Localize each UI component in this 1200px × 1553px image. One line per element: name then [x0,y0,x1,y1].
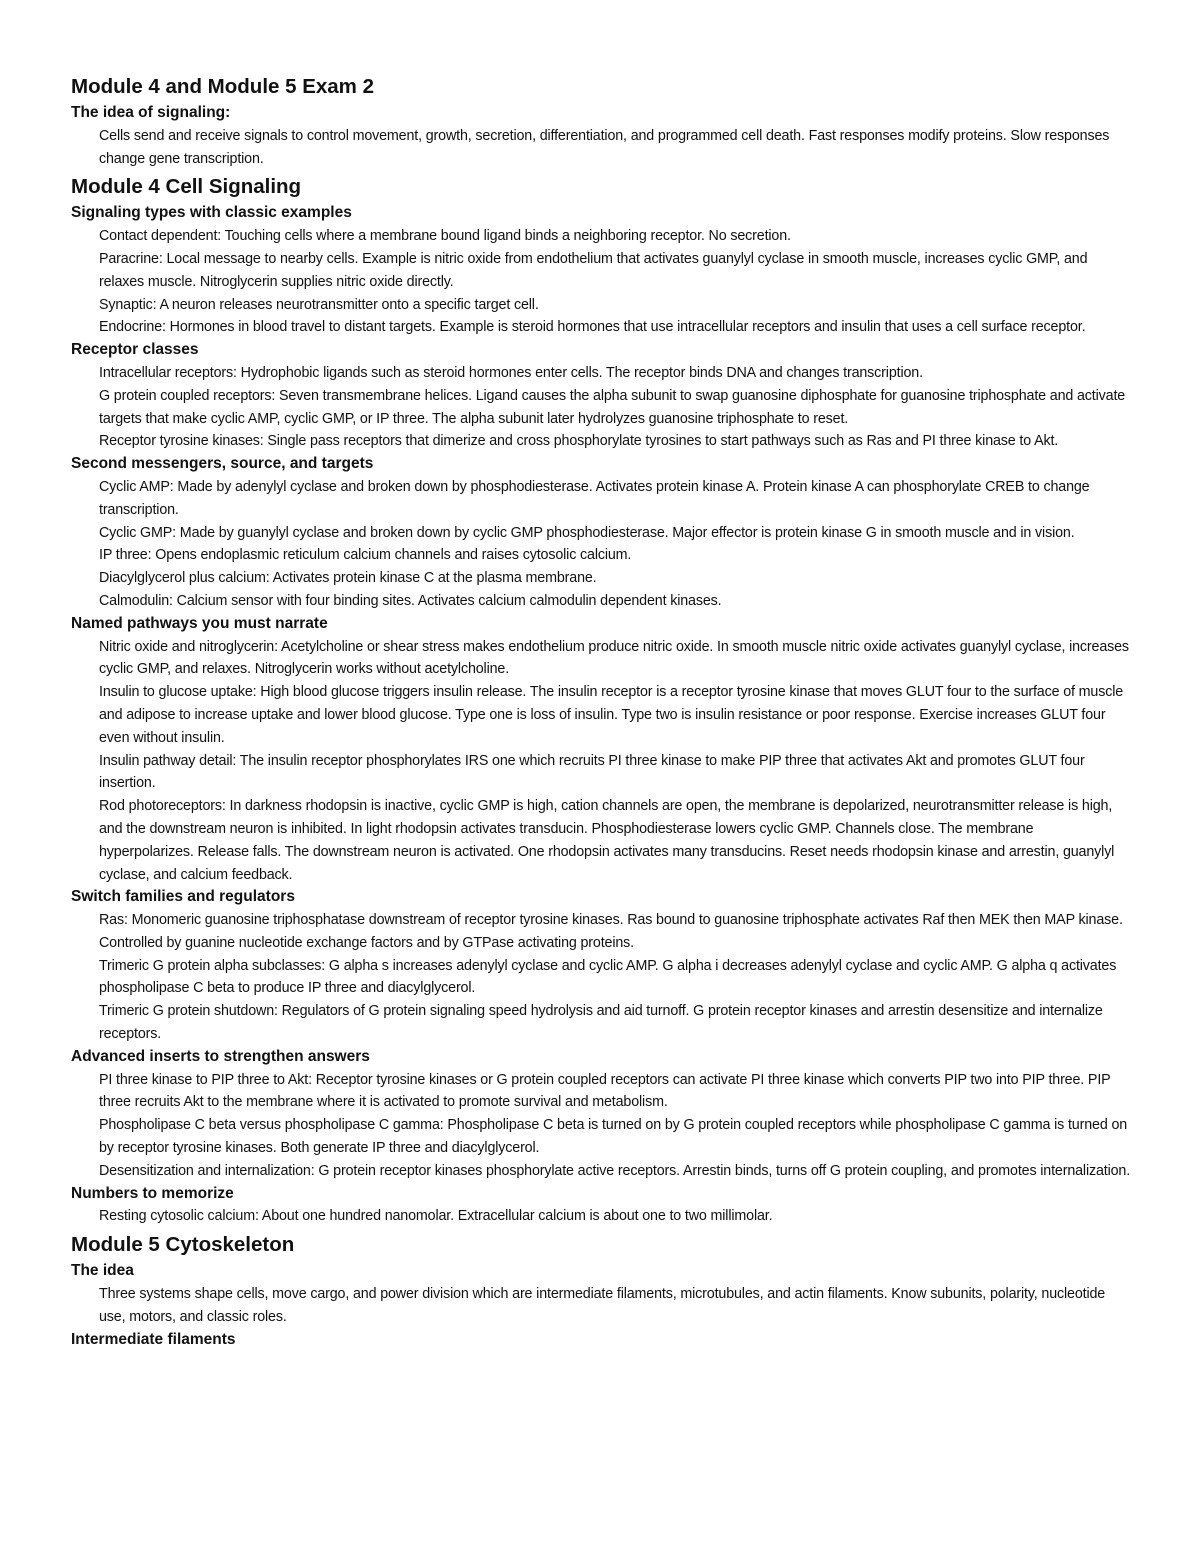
paragraph: Phospholipase C beta versus phospholipase C gamma: Phospholipase C beta is turned on by G protein coupled receptors while phospholipase C gamma is turned on by receptor tyrosine kinases. Both generate IP three and diacylglycerol. [99,1117,1128,1157]
paragraph: Cyclic GMP: Made by guanylyl cyclase and broken down by cyclic GMP phosphodiesterase. Major effector is protein kinase G in smooth muscle and in vision. [99,524,1075,541]
paragraph: Calmodulin: Calcium sensor with four binding sites. Activates calcium calmodulin dependent kinases. [99,592,722,609]
module-5-title: Module 5 Cytoskeleton [71,1233,295,1257]
paragraph: Paracrine: Local message to nearby cells. Example is nitric oxide from endothelium that activates guanylyl cyclase in smooth muscle, increases cyclic GMP, and relaxes muscle. Nitroglycerin supplies nitric oxide directly. [99,250,1088,290]
paragraph: Ras: Monomeric guanosine triphosphatase downstream of receptor tyrosine kinases. Ras bound to guanosine triphosphate activates Raf then MEK then MAP kinase. Controlled by guanine nucleotide exchange factors and by GTPase activating proteins. [99,912,1123,951]
paragraph: IP three: Opens endoplasmic reticulum calcium channels and raises cytosolic calcium. [99,547,632,564]
heading-named-pathways: Named pathways you must narrate [71,614,328,632]
paragraph: Intracellular receptors: Hydrophobic ligands such as steroid hormones enter cells. The receptor binds DNA and changes transcription. [99,364,923,381]
paragraph: G protein coupled receptors: Seven transmembrane helices. Ligand causes the alpha subunit to swap guanosine diphosphate for guanosine triphosphate and activate targets that make cyclic AMP, cyclic GMP, or IP three. The alpha subunit later hydrolyzes guanosine triphosphate to reset. [99,387,1126,427]
paragraph: Three systems shape cells, move cargo, and power division which are intermediate filaments, microtubules, and actin filaments. Know subunits, polarity, nucleotide use, motors, and classic roles. [99,1286,1106,1325]
heading-receptor-classes: Receptor classes [71,341,199,359]
paragraph: Receptor tyrosine kinases: Single pass receptors that dimerize and cross phosphorylate tyrosines to start pathways such as Ras and PI three kinase to Akt. [99,433,1059,450]
document-title: Module 4 and Module 5 Exam 2 [71,75,375,98]
heading-advanced-inserts: Advanced inserts to strengthen answers [71,1047,370,1065]
paragraph: Desensitization and internalization: G protein receptor kinases phosphorylate active receptors. Arrestin binds, turns off G protein coupling, and promotes internalization. [99,1162,1131,1179]
paragraph: Nitric oxide and nitroglycerin: Acetylcholine or shear stress makes endothelium produce nitric oxide. In smooth muscle nitric oxide activates guanylyl cyclase, increases cyclic GMP, and relaxes. Nitroglycerin works without acetylcholine. [99,638,1129,678]
paragraph: Rod photoreceptors: In darkness rhodopsin is inactive, cyclic GMP is high, cation channels are open, the membrane is depolarized, neurotransmitter release is high, and the downstream neuron is inhibited. In light rhodopsin activates transducin. Phosphodiesterase lowers cyclic GMP. Channels close. The membrane hyperpolarizes. Release falls. The downstream neuron is activated. One rhodopsin activates many transducins. Reset needs rhodopsin kinase and arrestin, guanylyl cyclase, and calcium feedback. [99,798,1115,883]
document-content [71,72,1131,1351]
heading-second-messengers: Second messengers, source, and targets [71,455,374,473]
paragraph: Trimeric G protein alpha subclasses: G alpha s increases adenylyl cyclase and cyclic AMP. G alpha i decreases adenylyl cyclase and cyclic AMP. G alpha q activates phospholipase C beta to produce IP three and diacylglycerol. [99,957,1117,997]
module-4-title: Module 4 Cell Signaling [71,175,302,199]
paragraph: Insulin pathway detail: The insulin receptor phosphorylates IRS one which recruits PI three kinase to make PIP three that activates Akt and promotes GLUT four insertion. [99,752,1085,792]
heading-numbers-to-memorize: Numbers to memorize [71,1184,234,1202]
paragraph: Diacylglycerol plus calcium: Activates protein kinase C at the plasma membrane. [99,570,597,587]
heading-intermediate-filaments: Intermediate filaments [71,1330,236,1348]
paragraph: PI three kinase to PIP three to Akt: Receptor tyrosine kinases or G protein coupled receptors can activate PI three kinase which converts PIP two into PIP three. PIP three recruits Akt to the membrane where it is activated to promote survival and metabolism. [99,1071,1111,1111]
paragraph: Synaptic: A neuron releases neurotransmitter onto a specific target cell. [99,296,539,313]
paragraph: Contact dependent: Touching cells where a membrane bound ligand binds a neighboring receptor. No secretion. [99,228,791,245]
paragraph: Endocrine: Hormones in blood travel to distant targets. Example is steroid hormones that use intracellular receptors and insulin that uses a cell surface receptor. [99,319,1086,336]
heading-switch-families: Switch families and regulators [71,888,295,906]
paragraph: Insulin to glucose uptake: High blood glucose triggers insulin release. The insulin receptor is a receptor tyrosine kinase that moves GLUT four to the surface of muscle and adipose to increase uptake and lower blood glucose. Type one is loss of insulin. Type two is insulin resistance or poor response. Exercise increases GLUT four even without insulin. [99,684,1124,746]
paragraph: Trimeric G protein shutdown: Regulators of G protein signaling speed hydrolysis and aid turnoff. G protein receptor kinases and arrestin desensitize and internalize receptors. [99,1003,1103,1043]
paragraph: Cyclic AMP: Made by adenylyl cyclase and broken down by phosphodiesterase. Activates protein kinase A. Protein kinase A can phosphorylate CREB to change transcription. [99,478,1090,518]
paragraph: Resting cytosolic calcium: About one hundred nanomolar. Extracellular calcium is about one to two millimolar. [99,1208,773,1225]
heading-idea-of-signaling: The idea of signaling: [71,104,231,121]
heading-the-idea: The idea [71,1262,134,1280]
paragraph: Cells send and receive signals to control movement, growth, secretion, differentiation, and programmed cell death. Fast responses modify proteins. Slow responses change gene transcription. [99,127,1110,167]
heading-signaling-types: Signaling types with classic examples [71,204,352,222]
